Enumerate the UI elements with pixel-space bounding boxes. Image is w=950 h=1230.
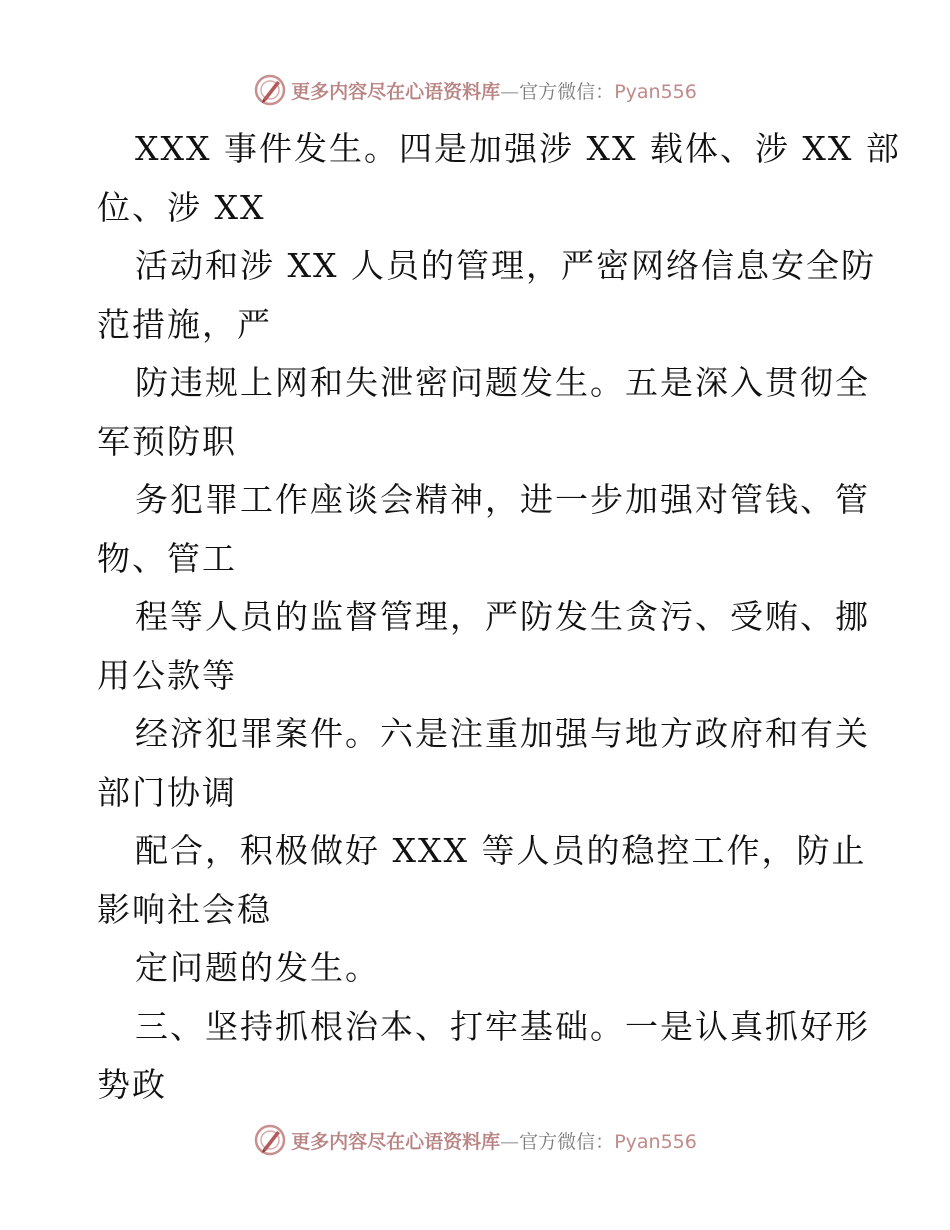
banner-text xyxy=(291,1127,697,1154)
text-line: 用公款等 xyxy=(97,655,237,695)
banner-official-label: 官方微信： xyxy=(519,1130,615,1153)
banner-dash: — xyxy=(500,1130,520,1153)
banner-site-name: 更多内容尽在心语资料库 xyxy=(291,1130,501,1153)
banner-text xyxy=(291,77,697,104)
banner-site-name: 更多内容尽在心语资料库 xyxy=(291,80,501,103)
banner-dash: — xyxy=(500,80,520,103)
text-line: 位、涉 XX xyxy=(97,187,266,227)
banner-wechat-id: Pyan556 xyxy=(614,80,697,103)
text-line: 程等人员的监督管理，严防发生贪污、受贿、挪 xyxy=(135,597,870,636)
text-line: 势政 xyxy=(97,1065,167,1104)
text-line: 军预防职 xyxy=(97,421,237,461)
document-body xyxy=(97,120,901,1115)
banner-wechat-id: Pyan556 xyxy=(614,1130,697,1153)
text-line: 三、坚持抓根治本、打牢基础。一是认真抓好形 xyxy=(135,1006,870,1046)
text-line: 经济犯罪案件。六是注重加强与地方政府和有关 xyxy=(135,714,870,753)
text-line: 配合，积极做好 XXX 等人员的稳控工作，防止 xyxy=(135,831,867,870)
footer-banner xyxy=(0,1120,950,1160)
pen-logo-icon xyxy=(253,73,287,107)
text-line: 务犯罪工作座谈会精神，进一步加强对管钱、管 xyxy=(135,480,870,519)
text-line: 影响社会稳 xyxy=(97,889,272,929)
text-line: 防违规上网和失泄密问题发生。五是深入贯彻全 xyxy=(135,363,870,402)
text-line: 物、管工 xyxy=(97,538,237,578)
text-line: 活动和涉 XX 人员的管理，严密网络信息安全防 xyxy=(135,246,876,285)
pen-logo-icon xyxy=(253,1123,287,1157)
text-line: 定问题的发生。 xyxy=(135,948,380,987)
header-banner xyxy=(0,70,950,110)
banner-official-label: 官方微信： xyxy=(519,80,615,103)
text-line: XXX 事件发生。四是加强涉 XX 载体、涉 XX 部 xyxy=(135,129,901,168)
text-line: 部门协调 xyxy=(97,772,237,812)
text-line: 范措施，严 xyxy=(97,304,272,344)
